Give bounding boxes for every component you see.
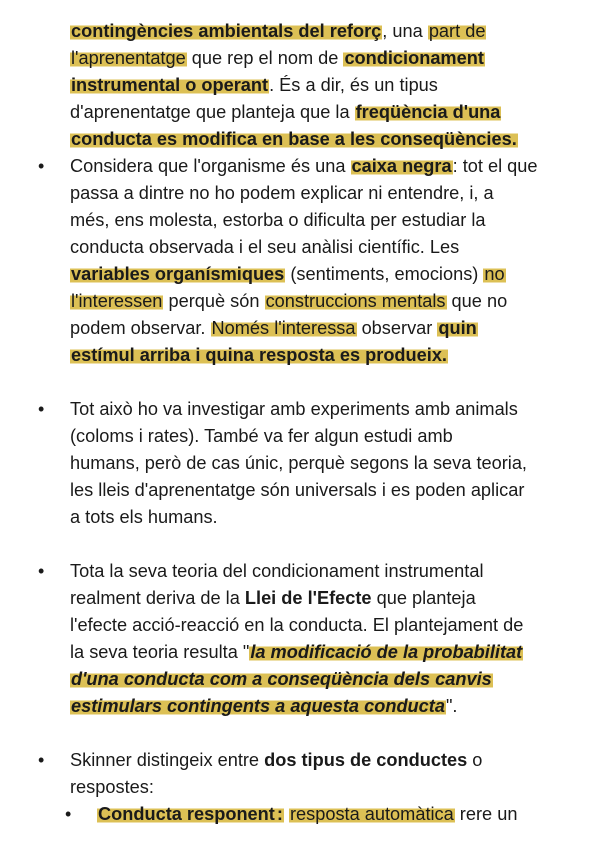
text-line: respostes: [70,777,154,797]
text-line: Skinner distingeix entre dos tipus de conductes o [70,750,483,770]
highlight: : [276,804,283,824]
text-line: contingències ambientals del reforç, una part de [71,21,486,41]
text-line: l'efecte acció-reacció en la conducta. El plantejament de [70,615,524,635]
text-line: les lleis d'aprenentatge són universals i es poden aplicar [70,480,525,500]
highlight: Només l'interessa [211,318,356,338]
highlight: construccions mentals [265,291,446,311]
text-line: d'aprenentatge que planteja que la freqüència d'una [70,102,501,122]
text-line: podem observar. Només l'interessa observar quin [70,318,477,338]
text-line: (coloms i rates). També va fer algun estudi amb [70,426,453,446]
highlight: Conducta responent [98,804,275,824]
text-line: a tots els humans. [70,507,218,527]
highlight: quin [438,318,477,338]
text-line: l'interessen perquè són construccions mentals que no [71,291,508,311]
text-line: passa a dintre no ho podem explicar ni entendre, i, a [70,183,494,203]
highlight: estimulars contingents a aquesta conducta [71,696,445,716]
text-line [70,666,493,693]
highlight: part de [428,21,486,41]
highlight: contingències ambientals del reforç [71,21,382,41]
highlight: l'interessen [71,291,163,311]
bullet-icon: • [38,750,45,770]
bullet-icon: • [38,399,45,419]
text-line [70,126,518,153]
highlight: l'aprenentatge [71,48,186,68]
text-line: Tota la seva teoria del condicionament instrumental [70,561,484,581]
text-line: instrumental o operant. És a dir, és un tipus [71,75,438,95]
highlight: la modificació de la probabilitat [250,642,523,662]
text-line: realment deriva de la Llei de l'Efecte que planteja [70,588,476,608]
highlight: resposta automàtica [289,804,454,824]
bullet-icon: • [38,156,45,176]
highlight: d'una conducta com a conseqüència dels canvis [71,669,492,689]
highlight: estímul arriba i quina resposta es produeix. [71,345,447,365]
text-line: Tot això ho va investigar amb experiments amb animals [70,399,518,419]
highlight: condicionament [344,48,484,68]
highlight: caixa negra [351,156,452,176]
highlight: variables organísmiques [71,264,285,284]
text-line: conducta observada i el seu anàlisi científic. Les [70,237,460,257]
highlight: conducta es modifica en base a les conseqüències. [71,129,517,149]
highlight: no [484,264,505,284]
text-line: estimulars contingents a aquesta conducta". [71,696,458,716]
text-line: variables organísmiques (sentiments, emocions) no [71,264,505,284]
text-line: l'aprenentatge que rep el nom de condicionament [71,48,484,68]
text-line: Conducta responent : resposta automàtica rere un [98,804,518,824]
highlight: freqüència d'una [355,102,501,122]
text-line: Considera que l'organisme és una caixa negra: tot el que [70,156,538,176]
text-line: més, ens molesta, estorba o dificulta per estudiar la [70,210,486,230]
text-line [70,342,448,369]
bullet-icon: • [38,561,45,581]
highlight: instrumental o operant [71,75,269,95]
text-line: la seva teoria resulta "la modificació de la probabilitat [70,642,523,662]
sub-bullet-icon: • [65,804,72,824]
text-line: humans, però de cas únic, perquè segons la seva teoria, [70,453,527,473]
